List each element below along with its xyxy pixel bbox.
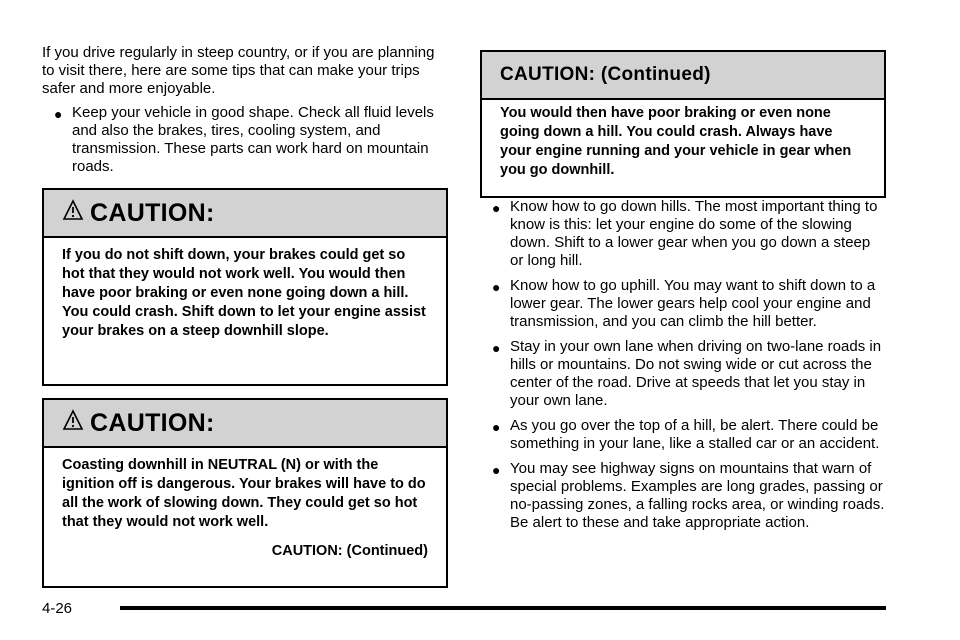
- list-item-text: Keep your vehicle in good shape. Check all fluid levels and also the brakes, tires, cooling system, and transmission. These parts can work hard on mountain roads.: [72, 104, 434, 175]
- footer-rule: [120, 606, 886, 610]
- caution-text: If you do not shift down, your brakes could get so hot that they would not work well. You would then have poor braking or even none going down a hill. You could crash. Shift down to let your engine assist your brakes on a steep downhill slope.: [62, 247, 426, 339]
- intro-paragraph: If you drive regularly in steep country, or if you are planning to visit there, here are some tips that can make your trips safer and more enjoyable.: [42, 44, 435, 97]
- right-column: [480, 50, 886, 539]
- caution-header: [44, 400, 446, 448]
- caution-text: You would then have poor braking or even none going down a hill. You could crash. Always have your engine running and your vehicle in gear when you go downhill.: [500, 105, 852, 178]
- caution-title: CAUTION:: [90, 408, 215, 437]
- caution-title: CAUTION:: [90, 198, 215, 227]
- caution-box-brakes: [42, 188, 448, 386]
- right-bullet-list: [480, 198, 886, 532]
- list-item: [480, 460, 886, 532]
- bullet-dot-icon: ●: [492, 419, 501, 435]
- warning-triangle-icon: [62, 199, 84, 221]
- bullet-dot-icon: ●: [492, 462, 501, 478]
- caution-continued-label: CAUTION: (Continued): [271, 543, 428, 559]
- caution-body: [44, 448, 446, 573]
- bullet-dot-icon: ●: [492, 200, 501, 216]
- list-item-text: Know how to go down hills. The most important thing to know is this: let your engine do some of the slowing down. Shift to a lower gear when you go down a steep or long hill.: [510, 198, 878, 269]
- list-item: [42, 104, 448, 176]
- list-item-text: Know how to go uphill. You may want to shift down to a lower gear. The lower gears help cool your engine and transmission, and you can climb the hill better.: [510, 277, 876, 330]
- caution-title: CAUTION: (Continued): [500, 64, 711, 85]
- page-number: 4-26: [42, 600, 73, 617]
- list-item: [480, 277, 886, 331]
- bullet-dot-icon: ●: [54, 106, 63, 122]
- warning-triangle-icon: [62, 409, 84, 431]
- list-item: [480, 198, 886, 270]
- list-item: [480, 338, 886, 410]
- left-column: [42, 44, 448, 588]
- list-item-text: As you go over the top of a hill, be alert. There could be something in your lane, like a stalled car or an accident.: [510, 417, 880, 452]
- bullet-dot-icon: ●: [492, 340, 501, 356]
- list-item: [480, 417, 886, 453]
- page-footer: [42, 598, 886, 620]
- list-item-text: You may see highway signs on mountains that warn of special problems. Examples are long grades, passing or no-passing zones, a falling rocks area, or winding roads. Be alert to these and take appropriate action.: [510, 460, 885, 531]
- list-item-text: Stay in your own lane when driving on two-lane roads in hills or mountains. Do not swing wide or cut across the center of the road. Drive at speeds that let you stay in your own lane.: [510, 338, 882, 409]
- caution-text: Coasting downhill in NEUTRAL (N) or with the ignition off is dangerous. Your brakes will have to do all the work of slowing down. They could get so hot that they would not work well.: [62, 457, 426, 530]
- caution-box-coasting: [42, 398, 448, 588]
- caution-box-continued: [480, 50, 886, 198]
- left-bullet-list: [42, 104, 448, 176]
- caution-header: [482, 52, 884, 100]
- caution-header: [44, 190, 446, 238]
- bullet-dot-icon: ●: [492, 279, 501, 295]
